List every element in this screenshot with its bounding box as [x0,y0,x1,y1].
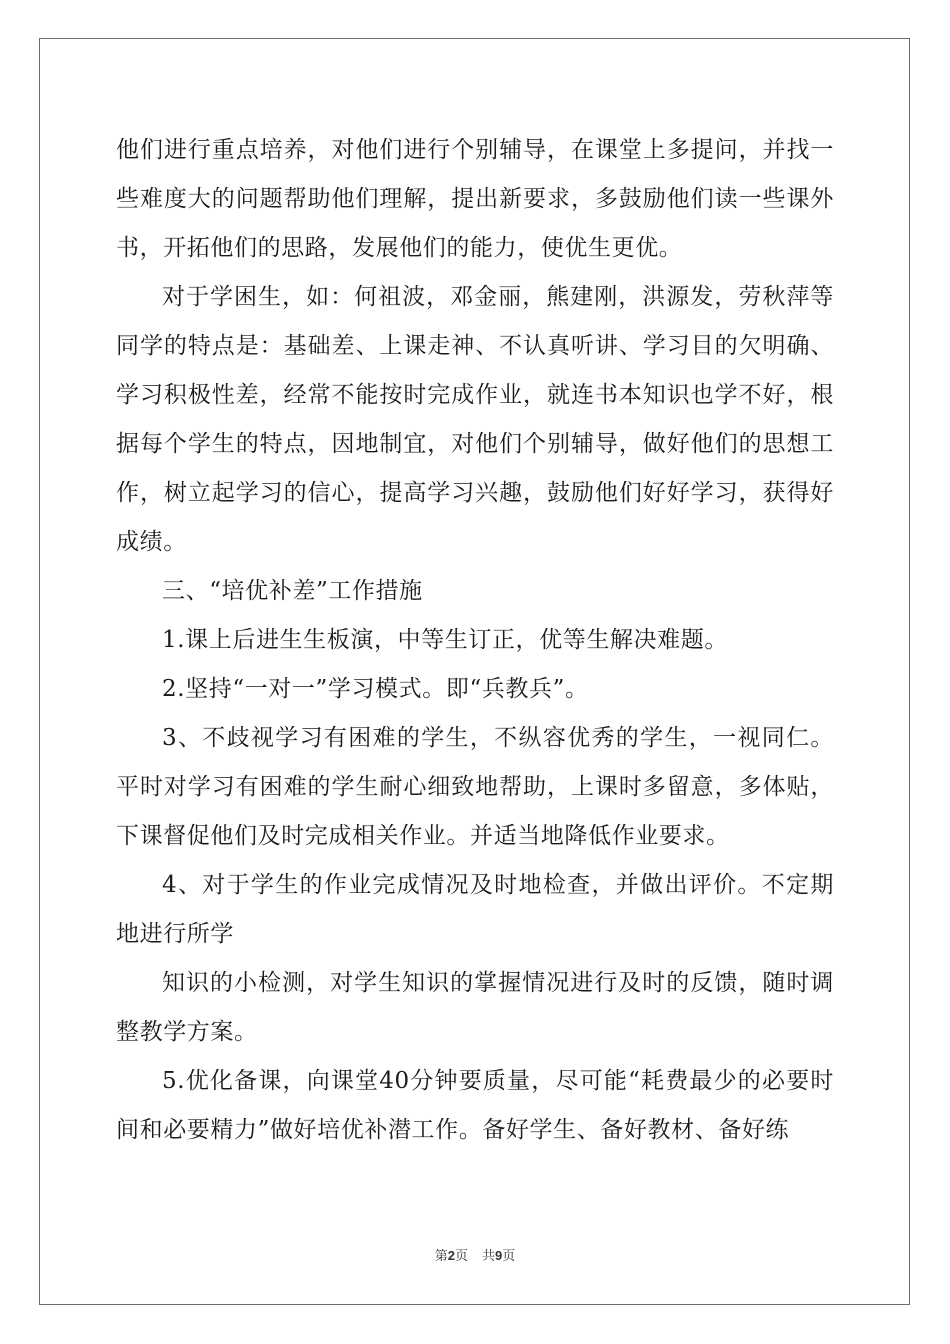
page-suffix: 页 [454,1249,468,1264]
measure-item-1: 1.课上后进生生板演，中等生订正，优等生解决难题。 [162,627,728,653]
measure-item-4: 4、对于学生的作业完成情况及时地检查，并做出评价。不定期地进行所学 [116,872,834,947]
page-prefix: 第 [434,1249,448,1264]
page-number: 2 [447,1248,455,1263]
section-heading: 三、“培优补差”工作措施 [162,578,423,604]
total-pages: 9 [495,1248,503,1263]
page-footer [0,1245,950,1264]
document-body [116,126,834,1155]
measure-item-4-continued: 知识的小检测，对学生知识的掌握情况进行及时的反馈，随时调整教学方案。 [116,970,834,1045]
total-prefix: 共 [482,1249,496,1264]
total-suffix: 页 [502,1249,516,1264]
measure-item-2: 2.坚持“一对一”学习模式。即“兵教兵”。 [162,676,589,702]
measure-item-5: 5.优化备课，向课堂40分钟要质量，尽可能“耗费最少的必要时间和必要精力”做好培优补潜工作。备好学生、备好教材、备好练 [116,1068,834,1143]
paragraph-1: 他们进行重点培养，对他们进行个别辅导，在课堂上多提问，并找一些难度大的问题帮助他们理解，提出新要求，多鼓励他们读一些课外书，开拓他们的思路，发展他们的能力，使优生更优。 [116,137,834,261]
paragraph-2: 对于学困生，如：何祖波，邓金丽，熊建刚，洪源发，劳秋萍等同学的特点是：基础差、上课走神、不认真听讲、学习目的欠明确、学习积极性差，经常不能按时完成作业，就连书本知识也学不好，根据每个学生的特点，因地制宜，对他们个别辅导，做好他们的思想工作，树立起学习的信心，提高学习兴趣，鼓励他们好好学习，获得好成绩。 [116,284,834,555]
measure-item-3: 3、不歧视学习有困难的学生，不纵容优秀的学生，一视同仁。平时对学习有困难的学生耐心细致地帮助，上课时多留意，多体贴，下课督促他们及时完成相关作业。并适当地降低作业要求。 [116,725,834,849]
